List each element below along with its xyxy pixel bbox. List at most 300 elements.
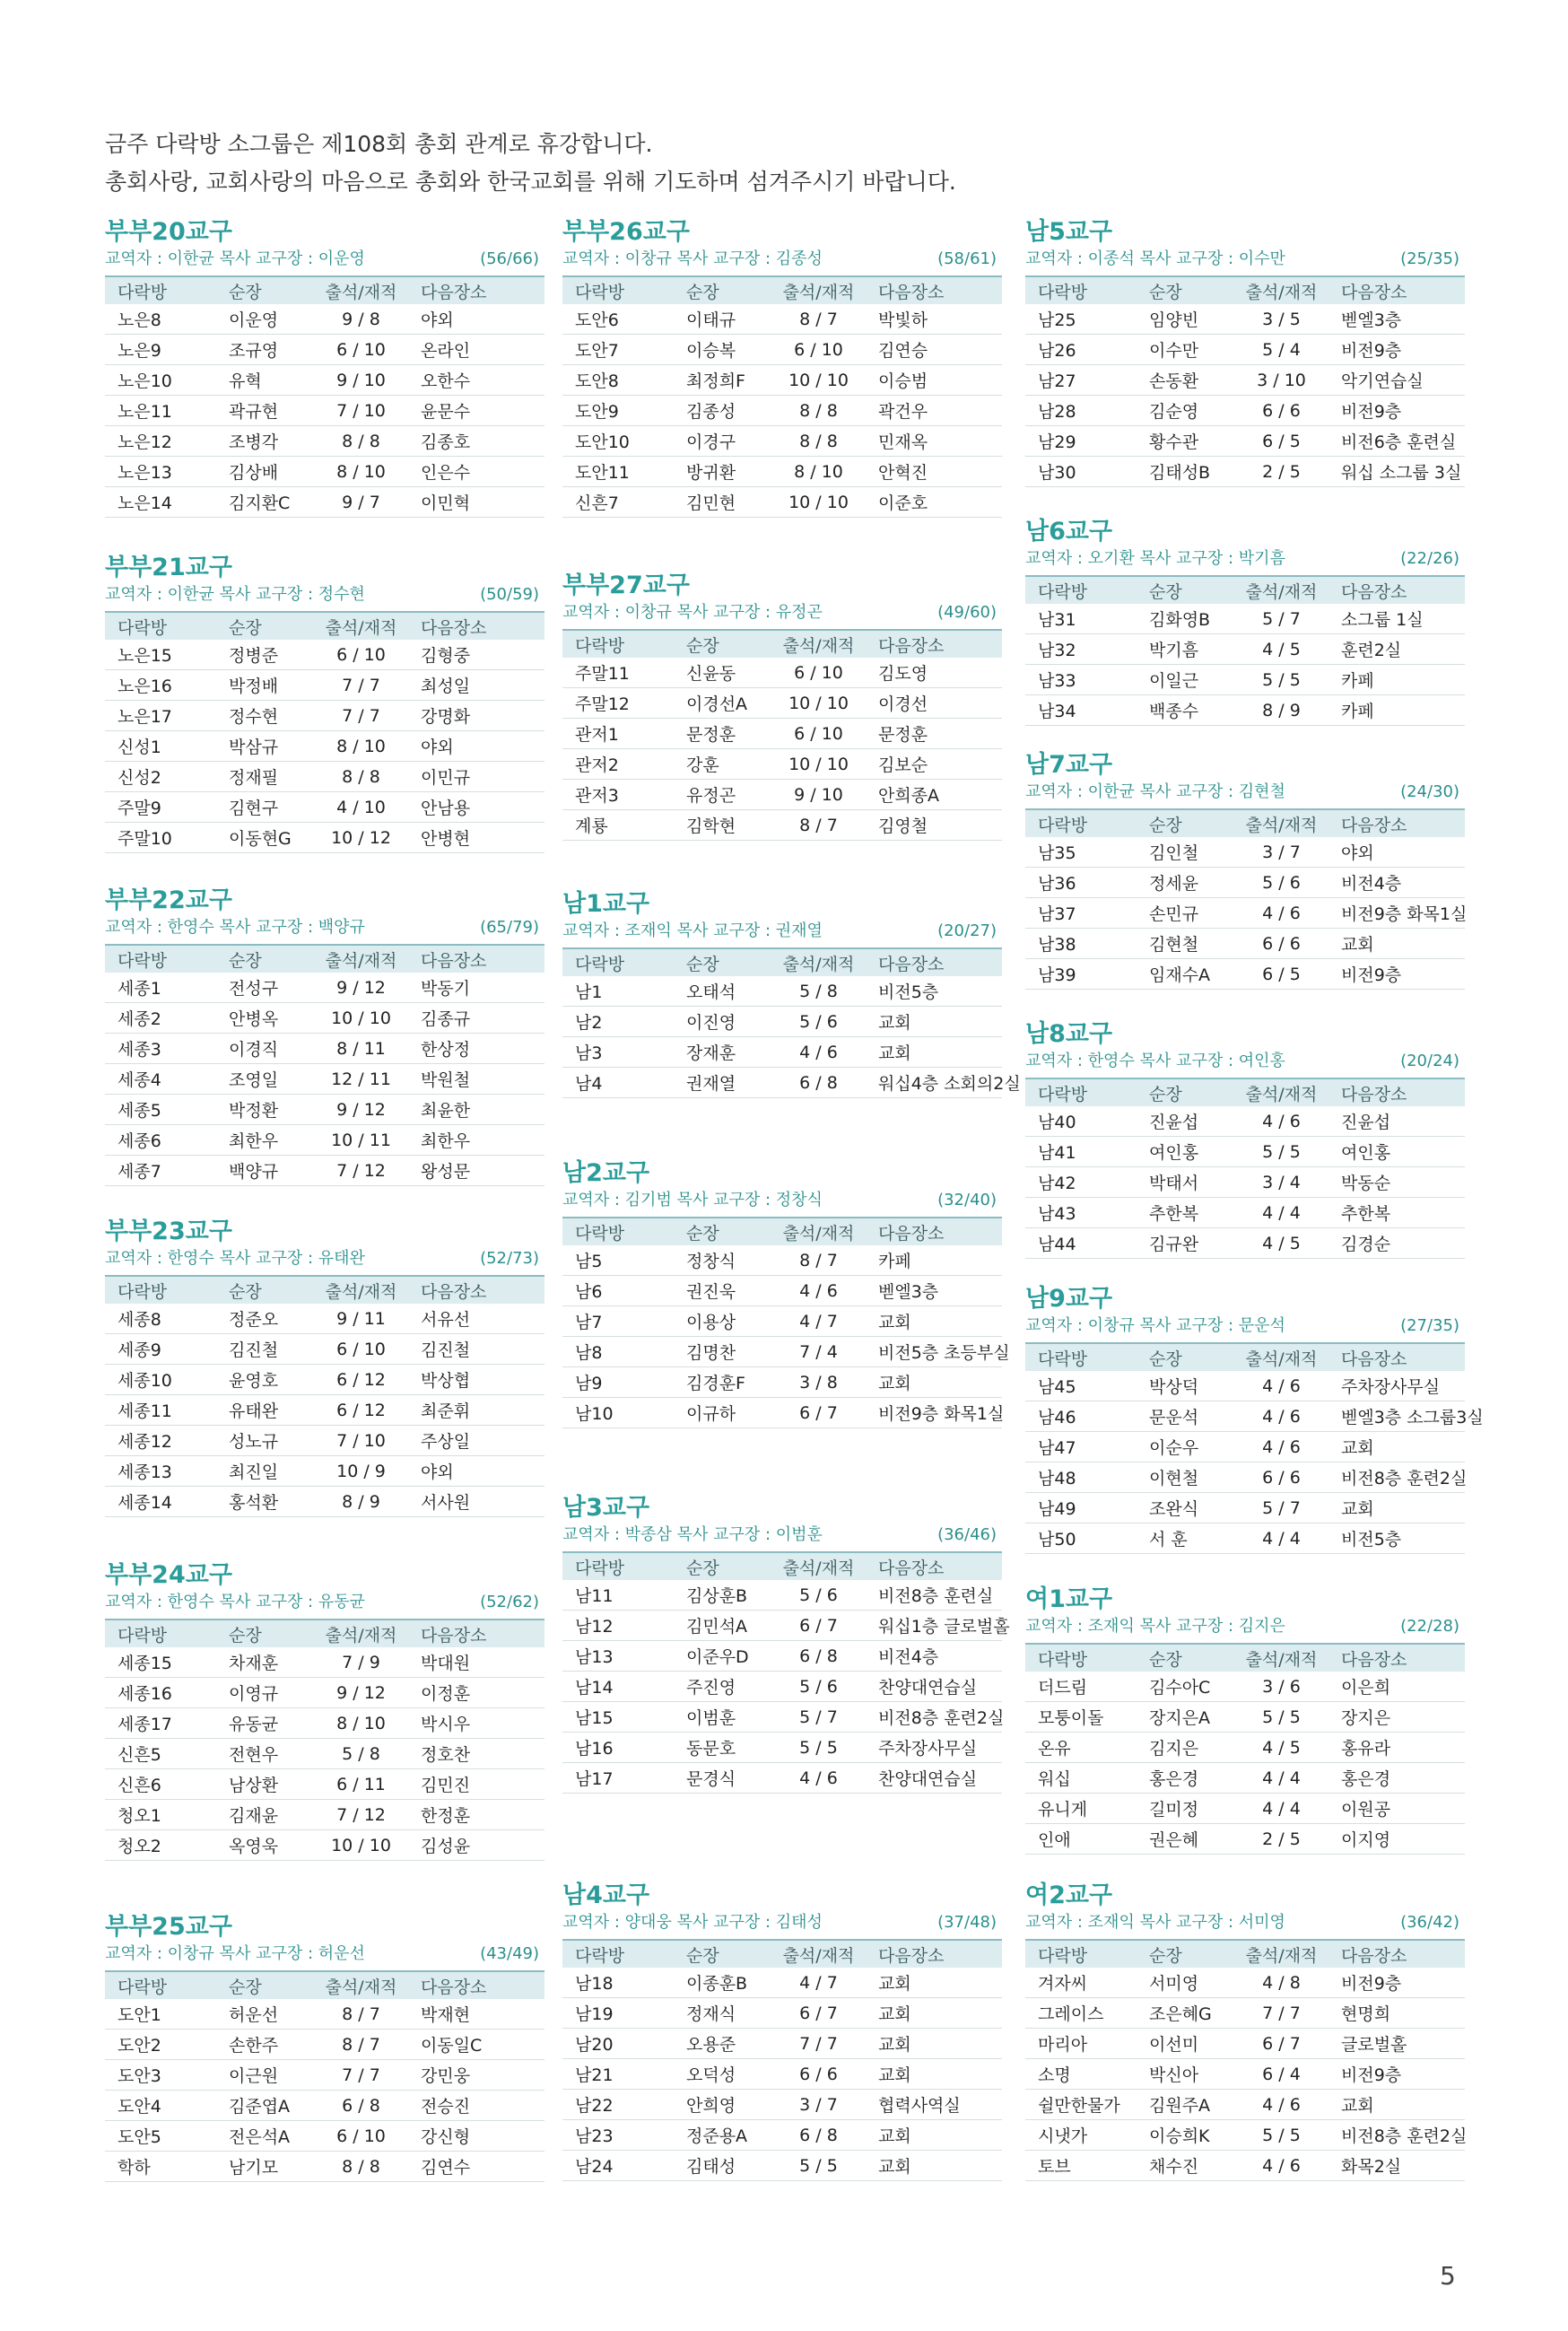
- staff-text: 교역자 : 조재익 목사 교구장 : 권재열: [562, 921, 823, 940]
- next-location: 워십1층 글로벌홀: [866, 1611, 1002, 1641]
- attendance-ratio: (43/49): [480, 1944, 539, 1963]
- attendance-ratio: (49/60): [937, 603, 997, 622]
- table-row: [105, 365, 544, 396]
- next-location: 주차장사무실: [1328, 1371, 1465, 1401]
- table-row: [105, 457, 544, 487]
- group-name: 남37: [1025, 898, 1137, 929]
- district-table: [1025, 1643, 1465, 1855]
- table-row: [562, 1968, 1002, 1998]
- leader-name: 박삼규: [216, 731, 314, 762]
- next-location: 강신형: [408, 2121, 544, 2152]
- next-location: 박대원: [408, 1647, 544, 1678]
- attendance: 9 / 12: [314, 1678, 408, 1708]
- column-header: 출석/재적: [1234, 809, 1328, 837]
- district-staff: [562, 921, 1002, 942]
- table-row: [562, 487, 1002, 518]
- group-name: 소명: [1025, 2059, 1137, 2090]
- group-name: 남49: [1025, 1493, 1137, 1523]
- attendance: 10 / 10: [314, 1003, 408, 1034]
- intro-line: 총회사랑, 교회사랑의 마음으로 총회와 한국교회를 위해 기도하며 섬겨주시기 바랍니다.: [105, 169, 956, 195]
- next-location: 카페: [1328, 665, 1465, 695]
- next-location: 협력사역실: [866, 2090, 1002, 2120]
- staff-text: 교역자 : 이한균 목사 교구장 : 이운영: [105, 249, 365, 268]
- next-location: 비전8층 훈련실: [866, 1580, 1002, 1611]
- table-row: [105, 731, 544, 762]
- group-name: 계룡: [562, 810, 674, 841]
- district-title: 남5교구: [1025, 218, 1113, 246]
- group-name: 온유: [1025, 1733, 1137, 1763]
- group-name: 인애: [1025, 1824, 1137, 1855]
- attendance: 7 / 12: [314, 1156, 408, 1186]
- attendance: 8 / 9: [314, 1487, 408, 1517]
- next-location: 한정훈: [408, 1800, 544, 1830]
- table-row: [105, 1426, 544, 1456]
- attendance: 3 / 7: [771, 2090, 866, 2120]
- district-table: [1025, 808, 1468, 990]
- next-location: 소그룹 1실: [1328, 604, 1465, 634]
- leader-name: 김경훈F: [674, 1367, 771, 1398]
- attendance: 10 / 10: [771, 749, 866, 780]
- district-staff: [1025, 1912, 1465, 1934]
- table-header-row: [562, 948, 1002, 976]
- attendance: 6 / 6: [1234, 929, 1328, 959]
- leader-name: 조완식: [1137, 1493, 1234, 1523]
- leader-name: 정세윤: [1137, 868, 1234, 898]
- attendance: 8 / 8: [771, 396, 866, 426]
- group-name: 노은12: [105, 426, 216, 457]
- leader-name: 정수현: [216, 701, 314, 731]
- next-location: 김연수: [408, 2152, 544, 2182]
- group-name: 노은10: [105, 365, 216, 396]
- group-name: 남42: [1025, 1167, 1137, 1198]
- table-row: [1025, 2090, 1465, 2120]
- next-location: 진윤섭: [1328, 1106, 1465, 1137]
- table-header-row: [1025, 1343, 1465, 1371]
- group-name: 도안5: [105, 2121, 216, 2152]
- table-row: [105, 2060, 544, 2091]
- next-location: 카페: [866, 1245, 1002, 1276]
- column-header: 다락방: [105, 1619, 216, 1647]
- column-header: 다음장소: [866, 276, 1002, 304]
- column-header: 출석/재적: [314, 612, 408, 640]
- leader-name: 홍은경: [1137, 1763, 1234, 1794]
- leader-name: 이경직: [216, 1034, 314, 1064]
- next-location: 김영철: [866, 810, 1002, 841]
- attendance: 7 / 4: [771, 1337, 866, 1367]
- attendance: 5 / 5: [771, 1733, 866, 1763]
- attendance: 5 / 7: [771, 1702, 866, 1733]
- next-location: 박시우: [408, 1708, 544, 1739]
- attendance: 5 / 5: [1234, 665, 1328, 695]
- leader-name: 김재윤: [216, 1800, 314, 1830]
- column-header: 순장: [674, 1940, 771, 1968]
- leader-name: 권진욱: [674, 1276, 771, 1306]
- staff-text: 교역자 : 오기환 목사 교구장 : 박기흠: [1025, 549, 1285, 568]
- leader-name: 이경선A: [674, 688, 771, 719]
- table-row: [562, 780, 1002, 810]
- group-name: 남4: [562, 1068, 674, 1098]
- district-section: [1025, 1881, 1468, 2181]
- table-row: [105, 1456, 544, 1487]
- staff-text: 교역자 : 이창규 목사 교구장 : 문운석: [1025, 1316, 1285, 1335]
- group-name: 세종17: [105, 1708, 216, 1739]
- leader-name: 백종수: [1137, 695, 1234, 726]
- column-header: 다락방: [1025, 809, 1137, 837]
- attendance: 6 / 10: [771, 658, 866, 688]
- district-table: [562, 275, 1002, 518]
- leader-name: 유동균: [216, 1708, 314, 1739]
- leader-name: 오태석: [674, 976, 771, 1007]
- column-header: 출석/재적: [314, 1276, 408, 1304]
- attendance-ratio: (50/59): [480, 585, 539, 604]
- district-staff: [562, 1912, 1002, 1934]
- next-location: 김연승: [866, 335, 1002, 365]
- column-header: 다락방: [1025, 576, 1137, 604]
- column-header: 다음장소: [1328, 1644, 1465, 1672]
- district-title: 남9교구: [1025, 1285, 1113, 1313]
- group-name: 남11: [562, 1580, 674, 1611]
- attendance: 7 / 10: [314, 396, 408, 426]
- group-name: 남50: [1025, 1523, 1137, 1554]
- group-name: 세종2: [105, 1003, 216, 1034]
- district-section: [562, 1494, 1010, 1794]
- table-row: [562, 1998, 1002, 2029]
- leader-name: 유혁: [216, 365, 314, 396]
- attendance: 10 / 10: [771, 487, 866, 518]
- table-row: [562, 1276, 1002, 1306]
- next-location: 김성윤: [408, 1830, 544, 1861]
- group-name: 신성1: [105, 731, 216, 762]
- district-section: [562, 218, 1002, 518]
- table-row: [562, 2059, 1002, 2090]
- district-table: [562, 629, 1002, 841]
- table-row: [105, 2030, 544, 2060]
- column-header: 출석/재적: [771, 1218, 866, 1245]
- leader-name: 박정배: [216, 670, 314, 701]
- district-section: [105, 886, 544, 1186]
- leader-name: 윤영호: [216, 1365, 314, 1395]
- next-location: 김경순: [1328, 1228, 1465, 1259]
- group-name: 남20: [562, 2029, 674, 2059]
- next-location: 교회: [866, 2059, 1002, 2090]
- table-header-row: [105, 276, 544, 304]
- table-header-row: [105, 1276, 544, 1304]
- column-header: 다음장소: [1328, 1940, 1465, 1968]
- page-number: 5: [1440, 2261, 1456, 2291]
- leader-name: 손동환: [1137, 365, 1234, 396]
- next-location: 한상정: [408, 1034, 544, 1064]
- table-row: [1025, 868, 1465, 898]
- column-header: 다락방: [562, 630, 674, 658]
- attendance: 6 / 11: [314, 1769, 408, 1800]
- table-row: [1025, 304, 1465, 335]
- table-row: [1025, 2029, 1465, 2059]
- district-table: [1025, 275, 1465, 487]
- column-header: 다음장소: [1328, 576, 1465, 604]
- next-location: 정호찬: [408, 1739, 544, 1769]
- table-row: [562, 1037, 1002, 1068]
- column-header: 다락방: [105, 1276, 216, 1304]
- next-location: 안남용: [408, 792, 544, 823]
- leader-name: 이준우D: [674, 1641, 771, 1672]
- group-name: 토브: [1025, 2151, 1137, 2181]
- attendance: 6 / 10: [771, 719, 866, 749]
- next-location: 벧엘3층: [866, 1276, 1002, 1306]
- leader-name: 옥영욱: [216, 1830, 314, 1861]
- table-row: [562, 1580, 1002, 1611]
- table-row: [562, 1763, 1002, 1794]
- attendance: 4 / 5: [1234, 1228, 1328, 1259]
- group-name: 남43: [1025, 1198, 1137, 1228]
- group-name: 신흔6: [105, 1769, 216, 1800]
- column-header: 순장: [216, 1619, 314, 1647]
- attendance: 9 / 10: [314, 365, 408, 396]
- next-location: 교회: [1328, 2090, 1465, 2120]
- attendance: 5 / 7: [1234, 604, 1328, 634]
- attendance-ratio: (25/35): [1400, 249, 1459, 268]
- group-name: 남31: [1025, 604, 1137, 634]
- group-name: 남44: [1025, 1228, 1137, 1259]
- next-location: 오한수: [408, 365, 544, 396]
- group-name: 관저2: [562, 749, 674, 780]
- table-row: [562, 1306, 1002, 1337]
- table-row: [1025, 1167, 1465, 1198]
- group-name: 남3: [562, 1037, 674, 1068]
- next-location: 박재현: [408, 1999, 544, 2030]
- leader-name: 정준오: [216, 1304, 314, 1334]
- next-location: 야외: [408, 731, 544, 762]
- leader-name: 남상환: [216, 1769, 314, 1800]
- table-row: [562, 688, 1002, 719]
- leader-name: 전성구: [216, 973, 314, 1003]
- column-header: 다락방: [562, 1552, 674, 1580]
- next-location: 강명화: [408, 701, 544, 731]
- next-location: 이민혁: [408, 487, 544, 518]
- group-name: 노은14: [105, 487, 216, 518]
- attendance: 5 / 6: [1234, 868, 1328, 898]
- attendance: 8 / 7: [771, 810, 866, 841]
- leader-name: 김태성: [674, 2151, 771, 2181]
- table-row: [105, 1800, 544, 1830]
- district-staff: [105, 1248, 544, 1270]
- next-location: 홍유라: [1328, 1733, 1465, 1763]
- attendance-ratio: (32/40): [937, 1191, 997, 1209]
- next-location: 안희종A: [866, 780, 1002, 810]
- leader-name: 정창식: [674, 1245, 771, 1276]
- column-header: 다음장소: [1328, 1343, 1465, 1371]
- group-name: 남25: [1025, 304, 1137, 335]
- table-row: [1025, 1432, 1465, 1462]
- group-name: 도안4: [105, 2091, 216, 2121]
- leader-name: 김민석A: [674, 1611, 771, 1641]
- group-name: 남35: [1025, 837, 1137, 868]
- table-row: [562, 1611, 1002, 1641]
- group-name: 남7: [562, 1306, 674, 1337]
- leader-name: 서 훈: [1137, 1523, 1234, 1554]
- table-row: [1025, 665, 1465, 695]
- attendance: 8 / 8: [771, 426, 866, 457]
- table-row: [105, 1125, 544, 1156]
- column-header: 다음장소: [866, 1218, 1002, 1245]
- district-section: [105, 554, 544, 853]
- leader-name: 김민현: [674, 487, 771, 518]
- table-row: [1025, 1824, 1465, 1855]
- leader-name: 박태서: [1137, 1167, 1234, 1198]
- table-row: [562, 1702, 1002, 1733]
- attendance: 5 / 8: [771, 976, 866, 1007]
- table-header-row: [105, 1619, 544, 1647]
- table-row: [562, 2151, 1002, 2181]
- attendance: 6 / 6: [771, 2059, 866, 2090]
- attendance: 6 / 4: [1234, 2059, 1328, 2090]
- leader-name: 안희영: [674, 2090, 771, 2120]
- table-row: [1025, 959, 1465, 990]
- district-staff: [1025, 1616, 1465, 1637]
- group-name: 신흔7: [562, 487, 674, 518]
- group-name: 도안3: [105, 2060, 216, 2091]
- next-location: 비전5층: [866, 976, 1002, 1007]
- attendance: 3 / 4: [1234, 1167, 1328, 1198]
- next-location: 교회: [1328, 929, 1465, 959]
- leader-name: 이종훈B: [674, 1968, 771, 1998]
- next-location: 박동기: [408, 973, 544, 1003]
- leader-name: 정재식: [674, 1998, 771, 2029]
- district-title: 부부24교구: [105, 1561, 232, 1589]
- district-title: 여2교구: [1025, 1881, 1113, 1909]
- next-location: 비전4층: [1328, 868, 1465, 898]
- attendance: 6 / 10: [314, 335, 408, 365]
- next-location: 윤문수: [408, 396, 544, 426]
- table-row: [562, 1733, 1002, 1763]
- table-row: [105, 823, 544, 853]
- table-header-row: [1025, 1078, 1465, 1106]
- attendance: 6 / 7: [1234, 2029, 1328, 2059]
- next-location: 악기연습실: [1328, 365, 1465, 396]
- table-row: [1025, 604, 1465, 634]
- group-name: 세종14: [105, 1487, 216, 1517]
- table-header-row: [1025, 1644, 1465, 1672]
- group-name: 노은17: [105, 701, 216, 731]
- district-staff: [1025, 781, 1465, 803]
- leader-name: 박신아: [1137, 2059, 1234, 2090]
- district-section: [1025, 751, 1468, 990]
- leader-name: 임양빈: [1137, 304, 1234, 335]
- leader-name: 홍석환: [216, 1487, 314, 1517]
- leader-name: 조영일: [216, 1064, 314, 1095]
- leader-name: 이용상: [674, 1306, 771, 1337]
- attendance: 8 / 8: [314, 426, 408, 457]
- column-header: 순장: [1137, 1940, 1234, 1968]
- next-location: 교회: [866, 2151, 1002, 2181]
- group-name: 시냇가: [1025, 2120, 1137, 2151]
- attendance: 5 / 5: [1234, 2120, 1328, 2151]
- column-header: 출석/재적: [771, 948, 866, 976]
- table-row: [105, 335, 544, 365]
- staff-text: 교역자 : 양대웅 목사 교구장 : 김태성: [562, 1913, 823, 1932]
- attendance: 12 / 11: [314, 1064, 408, 1095]
- table-row: [105, 1830, 544, 1861]
- next-location: 온라인: [408, 335, 544, 365]
- leader-name: 추한복: [1137, 1198, 1234, 1228]
- next-location: 김진철: [408, 1334, 544, 1365]
- group-name: 남21: [562, 2059, 674, 2090]
- column-header: 순장: [216, 276, 314, 304]
- attendance: 6 / 8: [314, 2091, 408, 2121]
- group-name: 모퉁이돌: [1025, 1702, 1137, 1733]
- group-name: 도안7: [562, 335, 674, 365]
- group-name: 워십: [1025, 1763, 1137, 1794]
- district-title: 부부20교구: [105, 218, 232, 246]
- table-row: [1025, 2059, 1465, 2090]
- leader-name: 김진철: [216, 1334, 314, 1365]
- district-title: 여1교구: [1025, 1585, 1113, 1613]
- table-row: [105, 304, 544, 335]
- attendance-ratio: (24/30): [1400, 782, 1459, 801]
- staff-text: 교역자 : 이창규 목사 교구장 : 김종성: [562, 249, 823, 268]
- attendance: 8 / 8: [314, 762, 408, 792]
- next-location: 이동일C: [408, 2030, 544, 2060]
- next-location: 비전5층: [1328, 1523, 1465, 1554]
- attendance: 9 / 12: [314, 973, 408, 1003]
- table-row: [105, 1304, 544, 1334]
- column-header: 출석/재적: [771, 1940, 866, 1968]
- group-name: 세종13: [105, 1456, 216, 1487]
- district-table: [562, 1939, 1002, 2181]
- district-table: [105, 1970, 544, 2182]
- district-table: [105, 611, 544, 853]
- table-row: [1025, 1228, 1465, 1259]
- district-staff: [105, 584, 544, 606]
- attendance: 10 / 12: [314, 823, 408, 853]
- attendance: 8 / 10: [314, 457, 408, 487]
- table-row: [562, 1337, 1002, 1367]
- group-name: 남1: [562, 976, 674, 1007]
- leader-name: 강훈: [674, 749, 771, 780]
- column-header: 순장: [216, 945, 314, 973]
- attendance: 6 / 5: [1234, 959, 1328, 990]
- intro-notice: [105, 126, 956, 201]
- leader-name: 오용준: [674, 2029, 771, 2059]
- table-row: [1025, 1523, 1465, 1554]
- staff-text: 교역자 : 조재익 목사 교구장 : 김지은: [1025, 1617, 1285, 1636]
- attendance: 4 / 6: [1234, 2151, 1328, 2181]
- next-location: 교회: [1328, 1493, 1465, 1523]
- table-row: [105, 1395, 544, 1426]
- next-location: 왕성문: [408, 1156, 544, 1186]
- next-location: 교회: [866, 1998, 1002, 2029]
- leader-name: 조규영: [216, 335, 314, 365]
- attendance: 4 / 5: [1234, 634, 1328, 665]
- column-header: 다락방: [105, 276, 216, 304]
- column-header: 순장: [674, 1218, 771, 1245]
- table-row: [1025, 457, 1465, 487]
- table-row: [105, 1647, 544, 1678]
- group-name: 세종3: [105, 1034, 216, 1064]
- next-location: 추한복: [1328, 1198, 1465, 1228]
- column-header: 순장: [674, 630, 771, 658]
- table-row: [105, 426, 544, 457]
- group-name: 남22: [562, 2090, 674, 2120]
- leader-name: 이진영: [674, 1007, 771, 1037]
- leader-name: 백양규: [216, 1156, 314, 1186]
- column-header: 순장: [1137, 1343, 1234, 1371]
- next-location: 이정훈: [408, 1678, 544, 1708]
- district-staff: [562, 602, 1002, 624]
- leader-name: 장지은A: [1137, 1702, 1234, 1733]
- next-location: 이민규: [408, 762, 544, 792]
- table-header-row: [1025, 276, 1465, 304]
- district-staff: [562, 249, 1002, 270]
